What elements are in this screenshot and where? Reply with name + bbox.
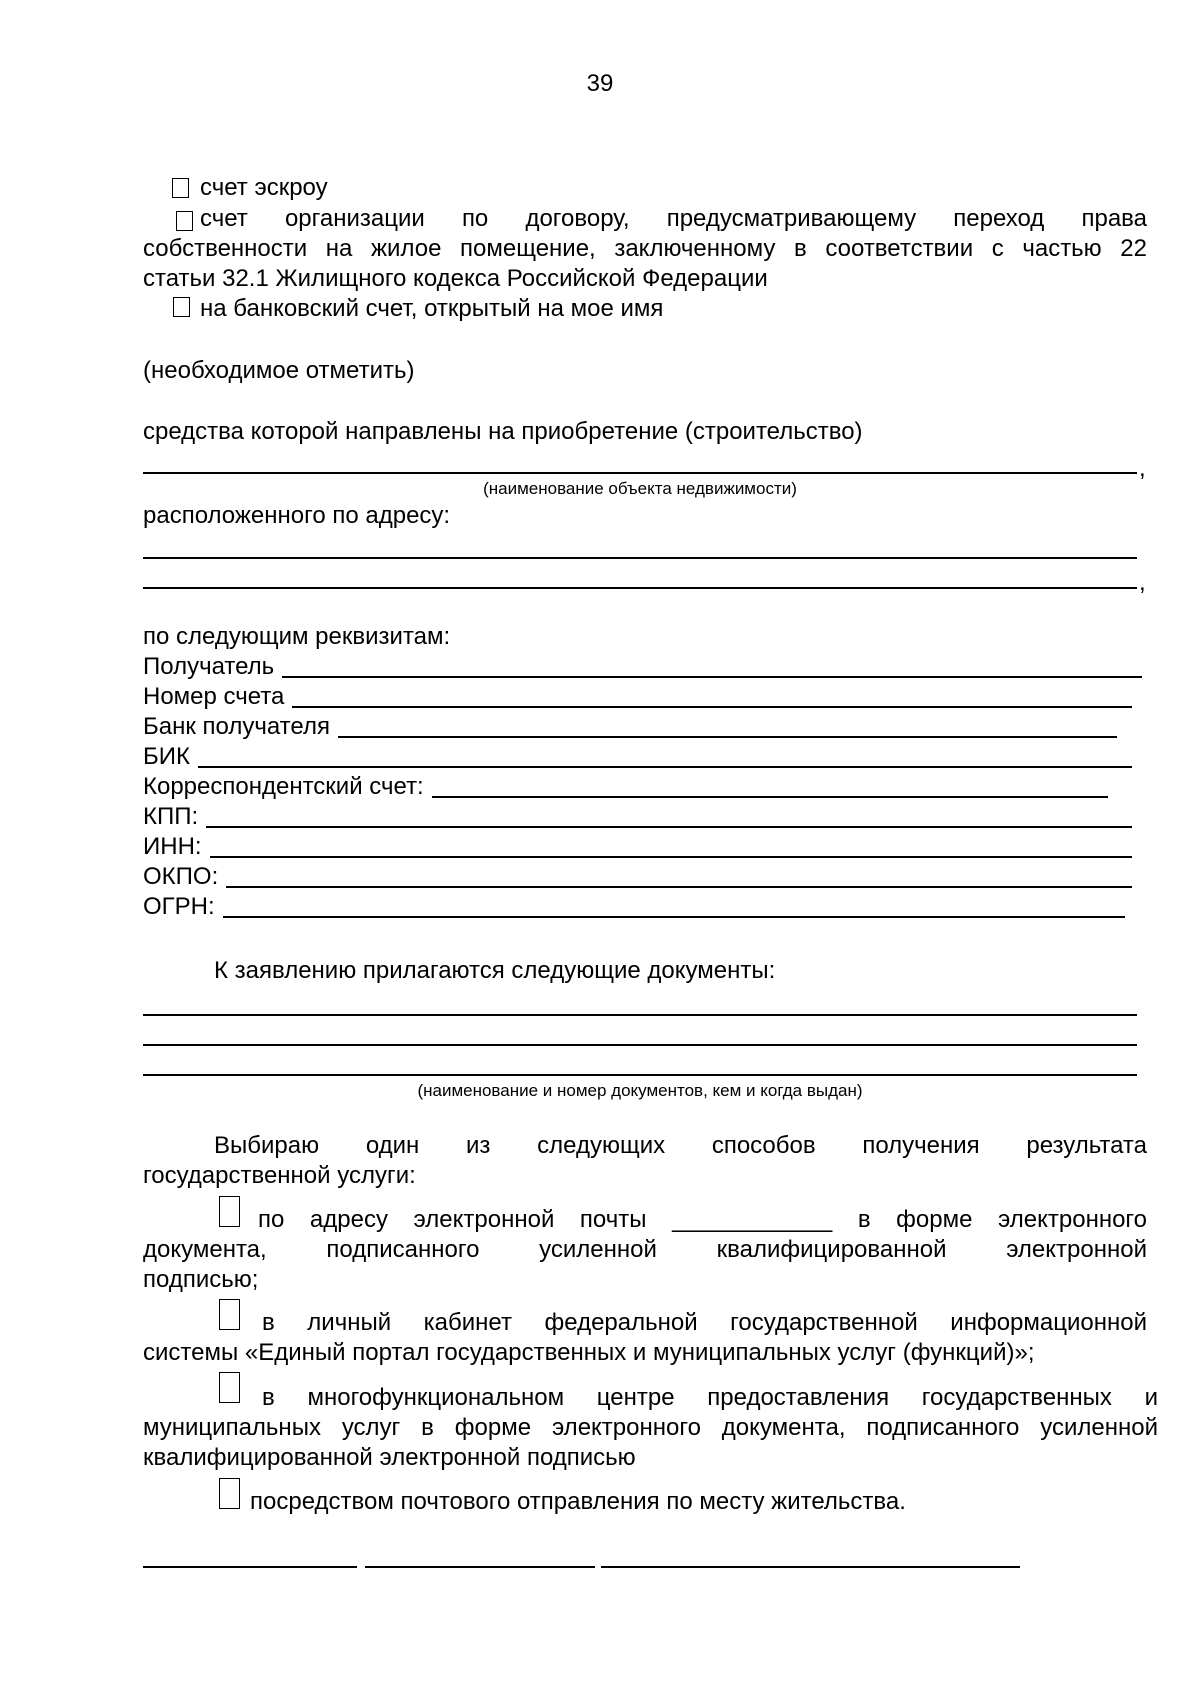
- option-own-bank-account-text: на банковский счет, открытый на мое имя: [200, 295, 664, 322]
- field-ogrn: [143, 893, 1147, 921]
- option-email-line2: документа, подписанного усиленной квалифицированной электронной: [143, 1236, 1147, 1263]
- field-recipient-bank: [143, 713, 1147, 741]
- documents-line-1[interactable]: [143, 1014, 1137, 1016]
- option-organization-line1: счет организации по договору, предусматривающему переход права: [200, 205, 1147, 232]
- option-mfc-line2: муниципальных услуг в форме электронного документа, подписанного усиленной: [143, 1414, 1158, 1441]
- option-portal-line2: системы «Единый портал государственных и муниципальных услуг (функций)»;: [143, 1339, 1035, 1366]
- documents-line-3[interactable]: [143, 1074, 1137, 1076]
- field-kpp: [143, 803, 1147, 831]
- option-post-text: посредством почтового отправления по месту жительства.: [250, 1488, 906, 1515]
- field-okpo-label: ОКПО:: [143, 863, 219, 890]
- documents-caption: (наименование и номер документов, кем и когда выдан): [417, 1081, 863, 1100]
- field-ogrn-label: ОГРН:: [143, 893, 215, 920]
- field-correspondent-account: [143, 773, 1147, 801]
- field-inn-line[interactable]: [210, 856, 1132, 858]
- property-line[interactable]: [143, 472, 1137, 474]
- page-number: 39: [586, 70, 614, 97]
- checkbox-own-bank-account[interactable]: [173, 297, 190, 317]
- field-bik-label: БИК: [143, 743, 190, 770]
- checkbox-post[interactable]: [219, 1478, 240, 1509]
- field-recipient-label: Получатель: [143, 653, 275, 680]
- field-kpp-label: КПП:: [143, 803, 199, 830]
- option-mfc-line1: в многофункциональном центре предоставления государственных и: [262, 1384, 1158, 1411]
- checkbox-organization-account[interactable]: [176, 211, 193, 231]
- field-correspondent-account-line[interactable]: [432, 796, 1108, 798]
- signature-line-name[interactable]: [601, 1566, 1020, 1568]
- option-email-line1: по адресу электронной почты ____________ в форме электронного: [258, 1206, 1147, 1233]
- field-bik-line[interactable]: [198, 766, 1132, 768]
- field-inn: [143, 833, 1147, 861]
- result-intro-line1: Выбираю один из следующих способов получения результата: [214, 1132, 1147, 1159]
- checkbox-escrow[interactable]: [172, 178, 189, 198]
- property-comma: ,: [1139, 455, 1146, 482]
- field-account-number-line[interactable]: [292, 706, 1132, 708]
- address-label: расположенного по адресу:: [143, 502, 451, 529]
- field-account-number-label: Номер счета: [143, 683, 285, 710]
- signature-line-signature[interactable]: [365, 1566, 595, 1568]
- option-portal-line1: в личный кабинет федеральной государственной информационной: [262, 1309, 1147, 1336]
- field-okpo-line[interactable]: [226, 886, 1132, 888]
- documents-line-2[interactable]: [143, 1044, 1137, 1046]
- field-recipient: [143, 653, 1147, 681]
- property-caption: (наименование объекта недвижимости): [483, 479, 797, 498]
- field-bik: [143, 743, 1147, 771]
- address-comma: ,: [1139, 569, 1146, 596]
- field-account-number: [143, 683, 1147, 711]
- requisites-title: по следующим реквизитам:: [143, 623, 451, 650]
- funds-text: средства которой направлены на приобретение (строительство): [143, 418, 863, 445]
- field-kpp-line[interactable]: [206, 826, 1132, 828]
- field-ogrn-line[interactable]: [223, 916, 1125, 918]
- address-line-2[interactable]: [143, 587, 1137, 589]
- address-line-1[interactable]: [143, 557, 1137, 559]
- field-recipient-bank-label: Банк получателя: [143, 713, 330, 740]
- result-intro-line2: государственной услуги:: [143, 1162, 416, 1189]
- option-mfc-line3: квалифицированной электронной подписью: [143, 1444, 636, 1471]
- option-organization-line3: статьи 32.1 Жилищного кодекса Российской Федерации: [143, 265, 768, 292]
- field-recipient-line[interactable]: [282, 676, 1142, 678]
- checkbox-portal[interactable]: [219, 1299, 240, 1330]
- field-okpo: [143, 863, 1147, 891]
- field-inn-label: ИНН:: [143, 833, 202, 860]
- option-organization-line2: собственности на жилое помещение, заключенному в соответствии с частью 22: [143, 235, 1147, 262]
- option-email-line3: подписью;: [143, 1266, 259, 1293]
- mark-note: (необходимое отметить): [143, 357, 415, 384]
- signature-line-date[interactable]: [143, 1566, 357, 1568]
- option-escrow-text: счет эскроу: [200, 174, 328, 201]
- field-recipient-bank-line[interactable]: [338, 736, 1117, 738]
- checkbox-mfc[interactable]: [219, 1372, 240, 1403]
- field-correspondent-account-label: Корреспондентский счет:: [143, 773, 424, 800]
- checkbox-email[interactable]: [219, 1196, 240, 1227]
- documents-title: К заявлению прилагаются следующие документы:: [214, 957, 776, 984]
